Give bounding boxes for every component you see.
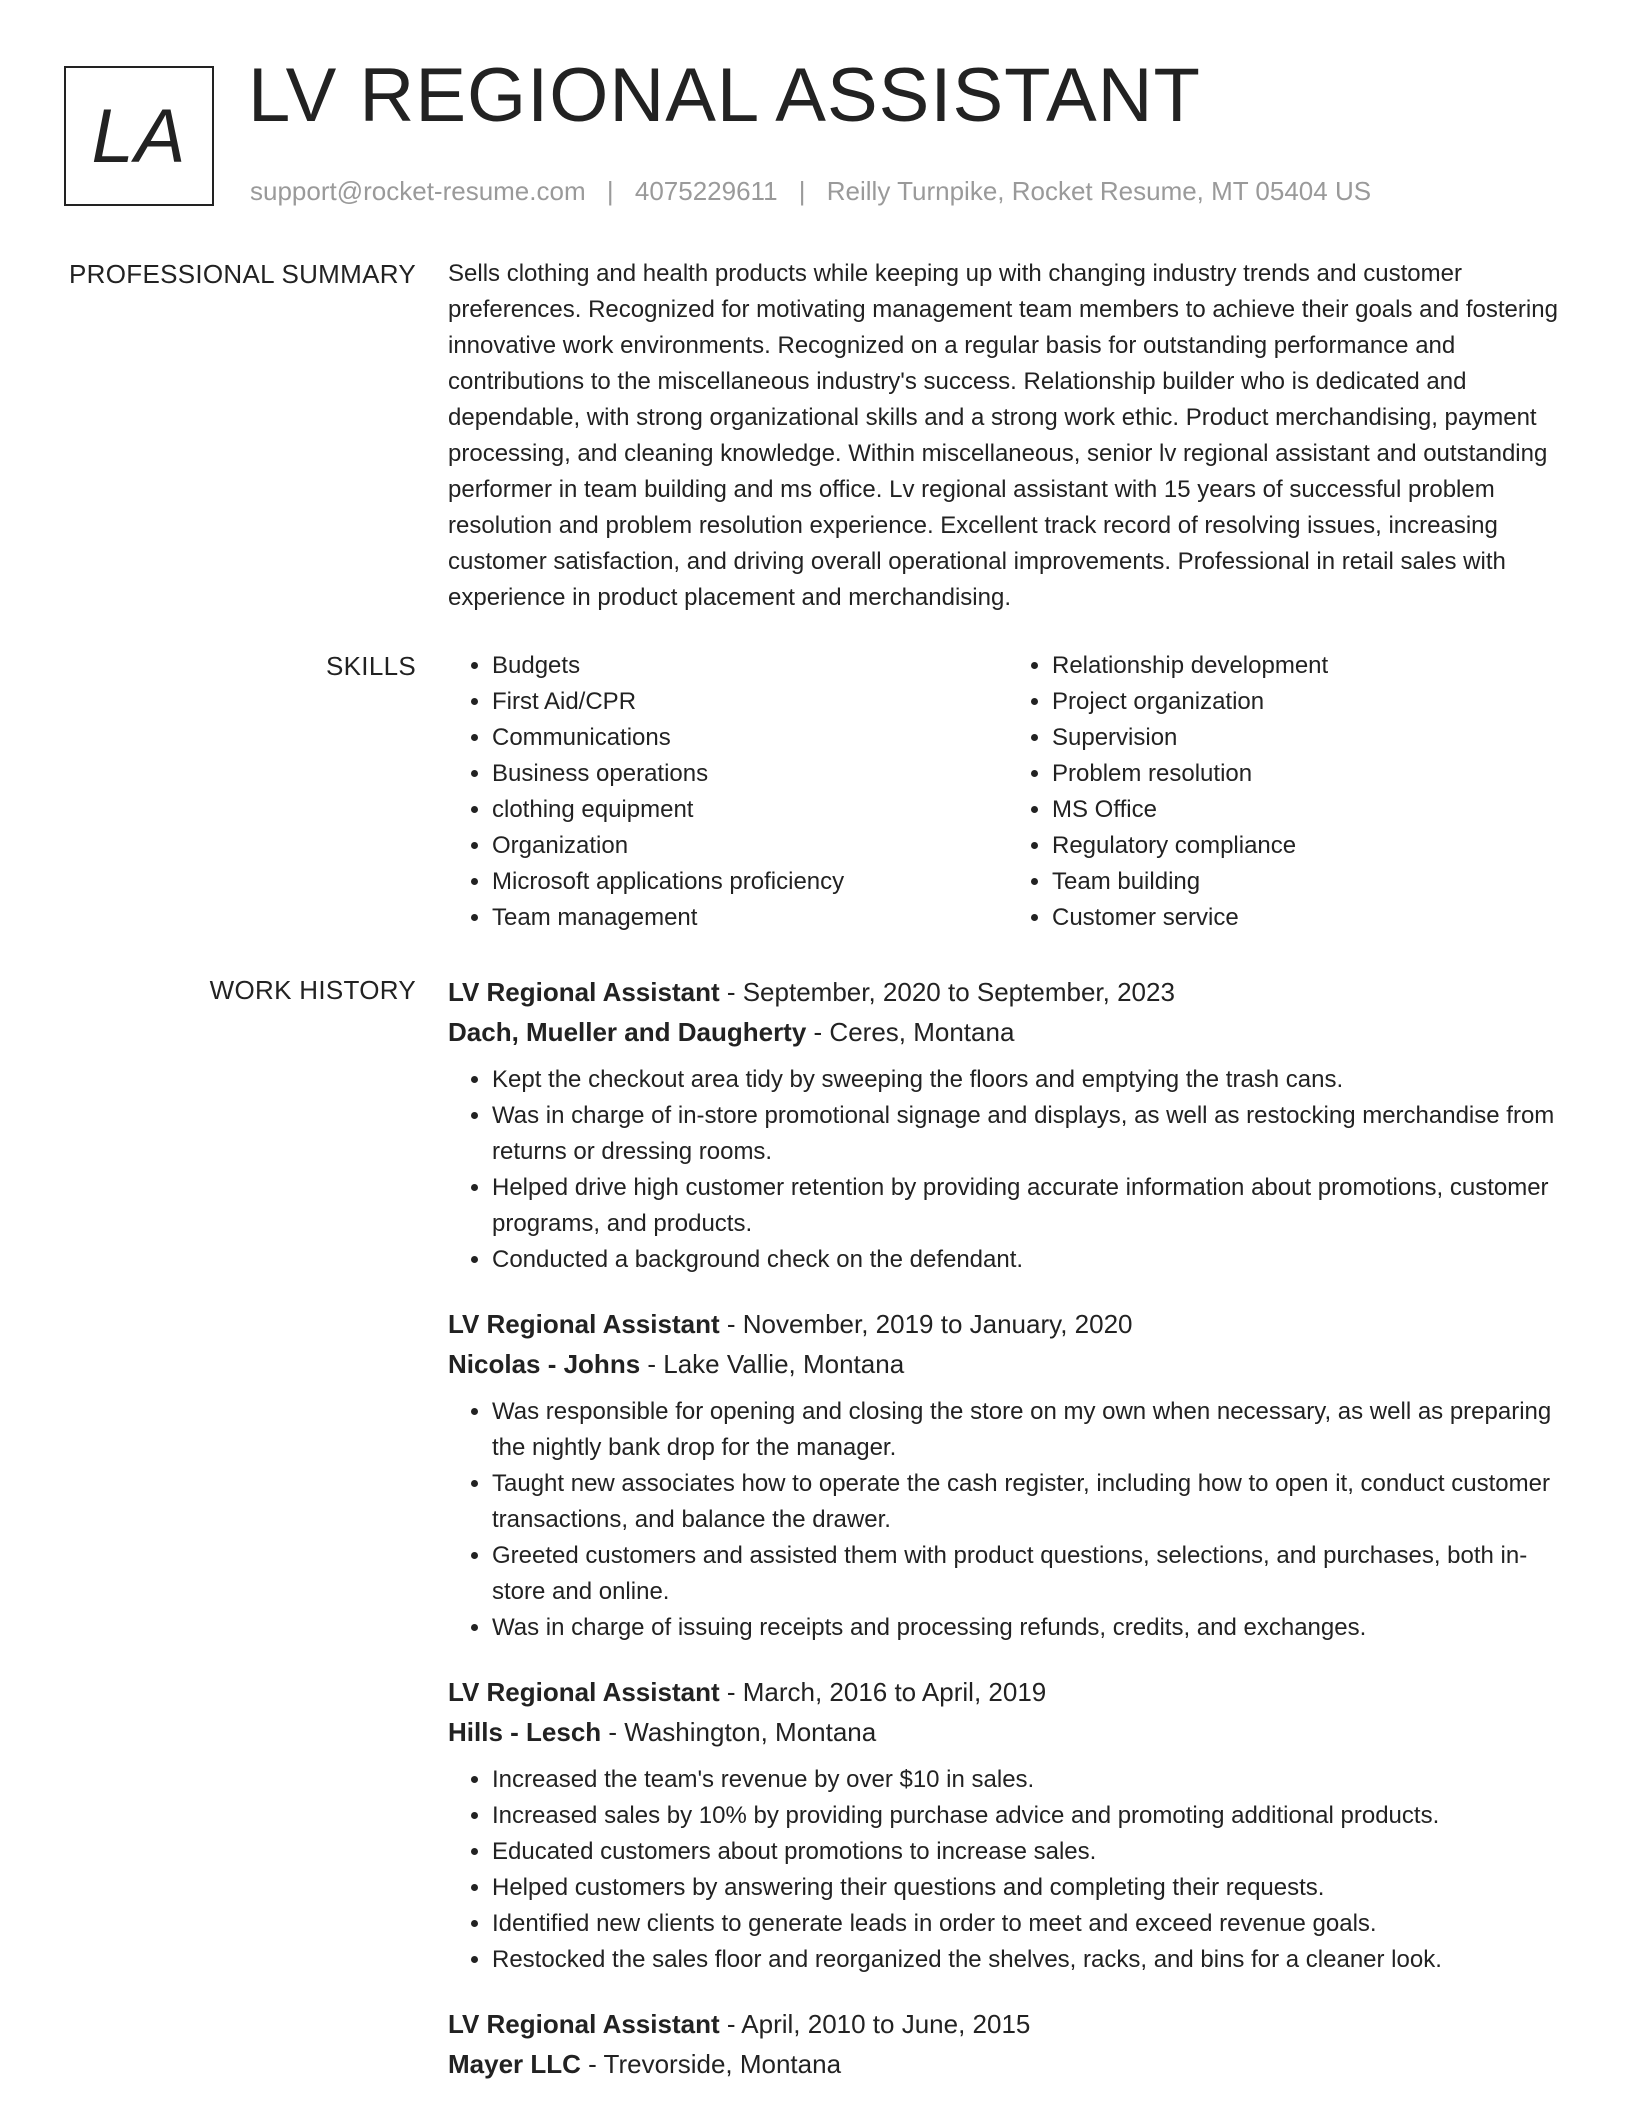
skill-item: • First Aid/CPR [492, 684, 1008, 720]
job-bullet: • Conducted a background check on the defendant. [492, 1242, 1568, 1278]
work-body [448, 972, 1568, 2110]
job-bullet: • Increased the team's revenue by over $10 in sales. [492, 1762, 1568, 1798]
job-company: Nicolas - Johns [448, 1349, 641, 1379]
skill-item: • Business operations [492, 756, 1008, 792]
skill-item: • clothing equipment [492, 792, 1008, 828]
job-location: - Lake Vallie, Montana [640, 1349, 905, 1379]
job-bullet: • Greeted customers and assisted them with product questions, selections, and purchases, both in-store and online. [492, 1538, 1568, 1610]
skill-item: • Organization [492, 828, 1008, 864]
job-entry [448, 2004, 1568, 2084]
job-title: LV Regional Assistant [448, 1677, 720, 1707]
section-label-work: WORK HISTORY [209, 975, 416, 1005]
skills-list-left [448, 648, 1008, 936]
job-bullet: • Educated customers about promotions to increase sales. [492, 1834, 1568, 1870]
skill-item: • Microsoft applications proficiency [492, 864, 1008, 900]
skill-item: • Relationship development [1052, 648, 1568, 684]
skills-columns [448, 648, 1568, 936]
skill-item: • Customer service [1052, 900, 1568, 936]
job-company: Hills - Lesch [448, 1717, 602, 1747]
job-bullet: • Was responsible for opening and closing the store on my own when necessary, as well as preparing the nightly bank drop for the manager. [492, 1394, 1568, 1466]
job-title: LV Regional Assistant [448, 2009, 720, 2039]
job-bullet: • Kept the checkout area tidy by sweeping the floors and emptying the trash cans. [492, 1062, 1568, 1098]
job-dates: - November, 2019 to January, 2020 [719, 1309, 1133, 1339]
contact-separator: | [606, 176, 614, 206]
job-bullet: • Increased sales by 10% by providing purchase advice and promoting additional products. [492, 1798, 1568, 1834]
contact-line [250, 176, 1371, 207]
monogram-initials: LA [91, 93, 187, 179]
job-bullet: • Helped drive high customer retention by providing accurate information about promotions, customer programs, and products. [492, 1170, 1568, 1242]
job-dates: - September, 2020 to September, 2023 [719, 977, 1175, 1007]
skill-item: • Team management [492, 900, 1008, 936]
skill-item: • MS Office [1052, 792, 1568, 828]
skill-item: • Regulatory compliance [1052, 828, 1568, 864]
skill-item: • Problem resolution [1052, 756, 1568, 792]
skill-item: • Budgets [492, 648, 1008, 684]
job-title-line [448, 1672, 1568, 1712]
job-title: LV Regional Assistant [448, 1309, 720, 1339]
skill-item: • Project organization [1052, 684, 1568, 720]
job-bullets [448, 1062, 1568, 1278]
job-bullet: • Restocked the sales floor and reorganized the shelves, racks, and bins for a cleaner look. [492, 1942, 1568, 1978]
contact-phone: 4075229611 [634, 176, 778, 206]
job-dates: - April, 2010 to June, 2015 [719, 2009, 1031, 2039]
job-bullet: • Identified new clients to generate leads in order to meet and exceed revenue goals. [492, 1906, 1568, 1942]
job-company-line [448, 1712, 1568, 1752]
contact-separator: | [798, 176, 806, 206]
job-bullet: • Was in charge of in-store promotional signage and displays, as well as restocking merchandise from returns or dressing rooms. [492, 1098, 1568, 1170]
skills-list-right [1008, 648, 1568, 936]
job-company-line [448, 1344, 1568, 1384]
job-title: LV Regional Assistant [448, 977, 720, 1007]
job-company: Dach, Mueller and Daugherty [448, 1017, 807, 1047]
job-bullet: • Helped customers by answering their questions and completing their requests. [492, 1870, 1568, 1906]
job-location: - Trevorside, Montana [580, 2049, 842, 2079]
job-bullets [448, 1762, 1568, 1978]
job-title-line [448, 1304, 1568, 1344]
monogram-box [64, 66, 214, 206]
job-company-line [448, 1012, 1568, 1052]
summary-body [448, 256, 1568, 616]
job-entry [448, 972, 1568, 1278]
job-location: - Ceres, Montana [806, 1017, 1015, 1047]
job-bullet: • Taught new associates how to operate the cash register, including how to open it, conduct customer transactions, and balance the drawer. [492, 1466, 1568, 1538]
section-label-summary: PROFESSIONAL SUMMARY [69, 259, 416, 289]
section-label-skills: SKILLS [326, 651, 416, 681]
job-company-line [448, 2044, 1568, 2084]
summary-text: Sells clothing and health products while keeping up with changing industry trends and customer preferences. Recognized for motivating management team members to achieve their goals and fostering innovative work environments. Recognized on a regular basis for outstanding performance and contributions to the miscellaneous industry's success. Relationship builder who is dedicated and dependable, with strong organizational skills and a strong work ethic. Product merchandising, payment processing, and cleaning knowledge. Within miscellaneous, senior lv regional assistant and outstanding performer in team building and ms office. Lv regional assistant with 15 years of successful problem resolution and problem resolution experience. Excellent track record of resolving issues, increasing customer satisfaction, and driving overall operational improvements. Professional in retail sales with experience in product placement and merchandising. [448, 260, 1558, 611]
job-title-line [448, 972, 1568, 1012]
contact-email: support@rocket-resume.com [250, 176, 586, 206]
job-bullets [448, 1394, 1568, 1646]
resume-name: LV REGIONAL ASSISTANT [248, 53, 1201, 138]
job-bullet: • Was in charge of issuing receipts and processing refunds, credits, and exchanges. [492, 1610, 1568, 1646]
skill-item: • Team building [1052, 864, 1568, 900]
skill-item: • Communications [492, 720, 1008, 756]
job-location: - Washington, Montana [601, 1717, 877, 1747]
job-title-line [448, 2004, 1568, 2044]
job-entry [448, 1304, 1568, 1646]
job-entry [448, 1672, 1568, 1978]
job-company: Mayer LLC [448, 2049, 581, 2079]
job-dates: - March, 2016 to April, 2019 [719, 1677, 1047, 1707]
contact-address: Reilly Turnpike, Rocket Resume, MT 05404 US [826, 176, 1372, 206]
skill-item: • Supervision [1052, 720, 1568, 756]
